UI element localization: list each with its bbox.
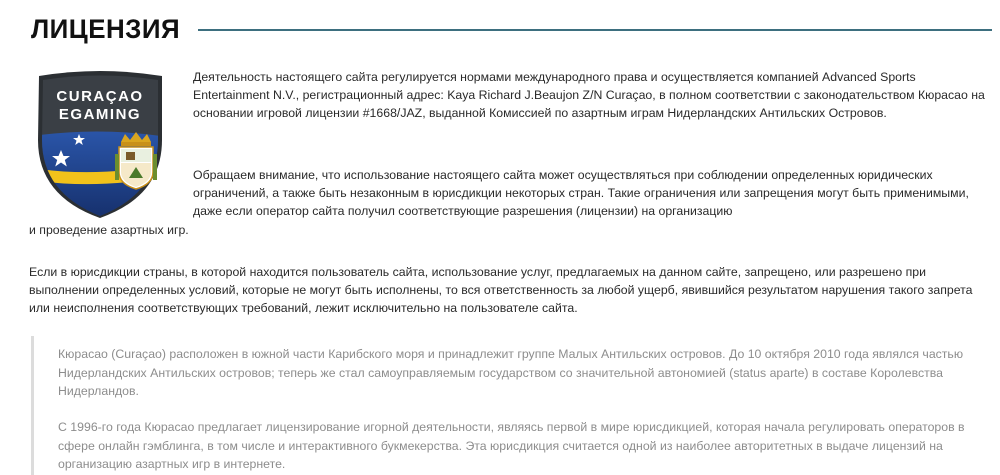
header-divider <box>198 29 992 31</box>
license-paragraph-1: Деятельность настоящего сайта регулируется нормами международного права и осуществляется компанией Advanced Sports Entertainment N.V., регистрационный адрес: Kaya Richard J.Beaujon Z/N Curaçao, в полном соответствии с законодательством Кюрасао на основании игровой лицензии #1668/JAZ, выданной Комиссией по азартным играм Нидерландских Антильских Островов. <box>193 70 985 120</box>
license-paragraph-2: Обращаем внимание, что использование настоящего сайта может осуществляться при соблюдении определенных юридических ограничений, а также быть незаконным в юрисдикции некоторых стран. Такие ограничения или запрещения могут быть применимыми, даже если оператор сайта получил соответствующие разрешения (лицензии) на организацию <box>193 168 969 218</box>
badge-line1: CURAÇAO <box>56 88 144 105</box>
section-header <box>31 12 992 46</box>
license-paragraph-3: Если в юрисдикции страны, в которой находится пользователь сайта, использование услуг, предлагаемых на данном сайте, запрещено, или разрешено при выполнении определенных условий, которые не могут быть исполнены, то вся ответственность за любой ущерб, явившийся результатом нарушения такого запрета или неисполнения соответствующих требований, лежит исключительно на пользователе сайта. <box>29 265 973 315</box>
page-title: ЛИЦЕНЗИЯ <box>31 14 181 44</box>
info-blockquote <box>31 336 999 475</box>
curacao-egaming-shield-icon <box>33 68 168 218</box>
badge-line2: EGAMING <box>58 106 142 123</box>
quote-paragraph-1: Кюрасао (Curaçao) расположен в южной части Карибского моря и принадлежит группе Малых Антильских островов. До 10 октября 2010 года являлся частью Нидерландских Антильских островов; теперь же стал самоуправляемым государством со значительной автономией (status aparte) в составе Королевства Нидерландов. <box>58 347 964 398</box>
quote-paragraph-2: С 1996-го года Кюрасао предлагает лицензирование игорной деятельности, являясь первой в мире юрисдикцией, которая начала регулировать операторов в сфере онлайн гэмблинга, в том числе и интерактивного букмекерства. Эта юрисдикция считается одной из наиболее авторитетных в выдаче лицензий на организацию азартных игр в интернете. <box>58 420 965 471</box>
license-paragraph-2-tail: и проведение азартных игр. <box>29 223 189 237</box>
